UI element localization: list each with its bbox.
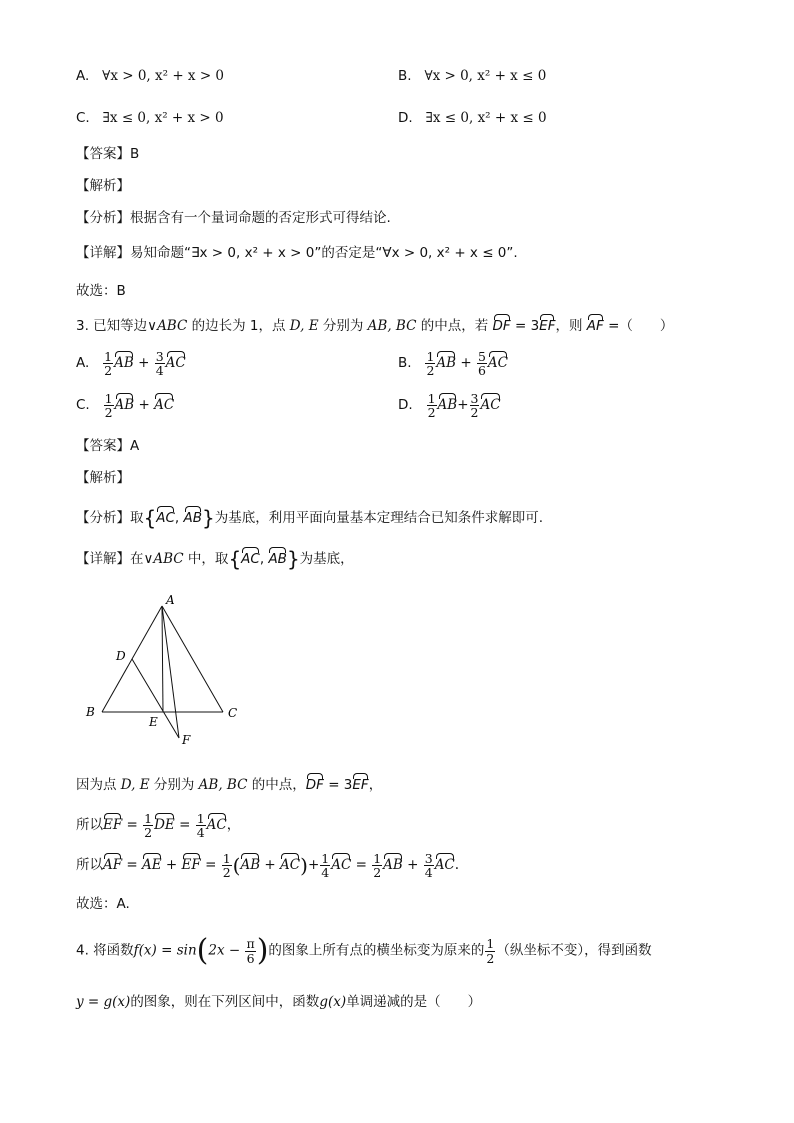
q2-choice: 故选：B — [76, 283, 126, 299]
q2-analysis-heading: 【解析】 — [76, 178, 130, 194]
q2-option-a: A. ∀x > 0, x² + x > 0 — [76, 68, 225, 84]
q3-option-b: B. $\frac{1}{2}$ AB + $\frac{5}{6}$ AC — [398, 349, 509, 379]
label-a: A — [166, 593, 175, 607]
q2-answer: 【答案】B — [76, 146, 140, 162]
vector-ef: EF — [539, 318, 556, 334]
q3-answer: 【答案】A — [76, 438, 140, 454]
q2-option-c: C. ∃x ≤ 0, x² + x > 0 — [76, 110, 224, 126]
vector-df: DF — [492, 318, 511, 334]
q2-fenxi: 【分析】根据含有一个量词命题的否定形式可得结论. — [76, 210, 391, 226]
label-f: F — [182, 733, 191, 747]
label-c: C — [228, 706, 238, 720]
q2-option-b: B. ∀x > 0, x² + x ≤ 0 — [398, 68, 547, 84]
vector-af: AF — [586, 318, 604, 334]
label-b: B — [86, 705, 95, 719]
q4-line1: 4. 将函数f(x) = sin(2x − $\frac{\pi}{6}$ )的图象上所有点的横坐标变为原来的 $\frac{1}{2}$ （纵坐标不变），得到函数 — [76, 933, 652, 968]
q3-option-d: D. $\frac{1}{2}$ AB+ $\frac{3}{2}$ AC — [398, 391, 501, 421]
q3-option-c: C. $\frac{1}{2}$ AB + AC — [76, 391, 175, 421]
q3-option-a: A. $\frac{1}{2}$ AB + $\frac{3}{4}$ AC — [76, 349, 186, 379]
q3-analysis-heading: 【解析】 — [76, 470, 130, 486]
q3-fenxi: 【分析】取{AC, AB}为基底，利用平面向量基本定理结合已知条件求解即可. — [76, 506, 544, 530]
q2-option-d: D. ∃x ≤ 0, x² + x ≤ 0 — [398, 110, 547, 126]
q3-step-af: 所以AF = AE + EF = $\frac{1}{2}$ (AB + AC)+ $\frac{1}{4}$ AC = $\frac{1}{2}$ AB + $\frac{3}{4}$ AC. — [76, 851, 460, 881]
q3-xiangjie: 【详解】在∨ABC 中，取{AC, AB}为基底， — [76, 547, 354, 571]
q4-line2: y = g(x)的图象，则在下列区间中，函数g(x)单调递减的是（ ） — [76, 994, 482, 1010]
triangle-figure — [80, 588, 250, 748]
label-e: E — [149, 715, 158, 729]
segment-ae — [162, 606, 163, 712]
q3-step-ef: 所以EF = $\frac{1}{2}$ DE = $\frac{1}{4}$ AC， — [76, 811, 241, 841]
q2-xiangjie: 【详解】易知命题“∃x > 0, x² + x > 0”的否定是“∀x > 0, x² + x ≤ 0”. — [76, 245, 518, 261]
q3-choice: 故选：A. — [76, 896, 130, 912]
segment-af — [162, 606, 179, 738]
q3-because: 因为点 D, E 分别为 AB, BC 的中点，DF = 3EF， — [76, 777, 383, 793]
q3-stem: 3. 已知等边∨ABC 的边长为 1，点 D, E 分别为 AB, BC 的中点，若 DF = 3EF，则 AF =（ ） — [76, 318, 674, 334]
label-d: D — [116, 649, 126, 663]
side-ac — [162, 606, 223, 712]
